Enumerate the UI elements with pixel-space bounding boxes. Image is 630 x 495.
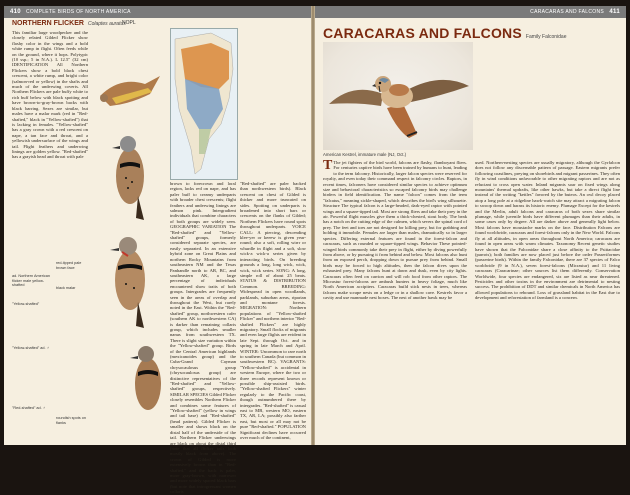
species-heading [12,20,126,27]
species-text-col1: This familiar large woodpecker and the closely related Gilded Flicker show flashy color in the wings and a bold white rump in flight. Often feeds while on the ground, where it hops. Polytypic (10 ssp.; 5 in N.A.). L 12.5" (32 cm) IDENTIFICATION All Northern Flickers show a bold black chest crescent, a white rump, and bright color (salmon-red or yellow) in the shafts and much of the underwing coverts. All Northern Flickers are pale buffy white to rich buff below with black spotting and have brown-to-gray-brown backs with black barring. Sexes are similar, but males have a malar mark (red in "Red-shafted," black in "Yellow-shafted") that is lacking in females. "Yellow-shafted" has a gray crown with a red crescent on nape, a tan face and throat, and a yellowish undersurface of the wings and tail. Flight feathers and underwing linings are golden yellow. "Red-shafted" has a grayish head and throat with pale [12,30,88,160]
kestrel-left-wing [329,90,383,106]
family-heading [323,25,566,41]
family-title: CARACARAS AND FALCONS [323,25,522,41]
callout-5: "Yellow-shafted" ad. ♂ [12,346,50,350]
photo-caption: American Kestrel, immature male (NJ, Oct.) [323,152,407,157]
perched-flicker-yellow-shafted [112,136,144,220]
callout-1: ad. Northern American flicker male yellow-shafted [12,274,50,287]
family-text-col1 [323,160,467,442]
left-page [4,6,311,495]
drop-cap: T [323,158,333,173]
callout-2: "Yellow-shafted" [12,302,40,306]
species-scientific-name: Colaptes auratus [87,21,126,27]
family-scientific-name: Family Falconidae [525,34,567,40]
kestrel-right-wing [407,80,469,102]
right-page-number: 411 [609,9,620,15]
kestrel-photo [323,42,473,150]
range-map [170,28,238,180]
left-running-title: COMPLETE BIRDS OF NORTH AMERICA [26,9,131,15]
flying-flicker-illustration [100,76,160,106]
flicker-illustrations [90,66,170,436]
callout-6: "Red-shafted" ad. ♂ [12,406,46,410]
callout-7: roundish spots on flanks [56,416,86,425]
plate-label: NOPL [122,20,136,26]
perched-flicker-gilded [130,346,161,410]
kestrel-image [323,42,473,150]
family-text-col1-body: The jet fighters of the bird world, falcons are flashy, flamboyant fliers. For centuries captive birds have been trained by humans to hunt, leading to the term falconry. Historically, larger falcon species were reserved for royalty, and even today their command respect in falconry circles. Raptors, in recent times, falconers have considered similar species to achieve optimum size and behavioral characteristics so escaped falconry birds may challenge birders in field identification. The name "falcon" comes from the term "falcatus," meaning sickle-shaped, which describes the bird's wing silhouette. Structure The typical falcon is a large-headed, dark-eyed raptor with pointed wings and a square-tipped tail. Most are strong fliers and take their prey in the air. Powerful flight muscles give them a thick-chested, stout body. The beak has a notch on the cutting edge of the culmen, which severs the spinal cord of prey. The feet and toes are not designed for killing prey, but for grabbing and holding it immobile. Females are larger than males, dramatically so in larger species. Differing external features are found in the forest-falcon and caracaras, such as rounded or square-tipped wings. Behavior These pointed-winged birds commonly take their prey in flight, either by diving powerfully from above, or by pursuing it from behind and below. Most falcons also hunt from an exposed perch, dropping down to pursue prey from behind. Small birds may be forced to high altitudes, then the falcon dives upon the exhausted prey. Many falcons hunt at dawn and dusk, even by city lights. Caracaras often feed on carrion and will rob food from other raptors. The Micrastur forest-falcons are ambush hunters in heavy foliage, much like North American accipiters. Caracaras build stick nests in trees, whereas falcons make scrape nests on a ledge or in a shallow cave. Kestrels favor a cavity and use manmade nest boxes. The nest of another hawk may be [323,160,467,301]
species-text-col2: brown to forecrown and loral region, lacks red on nape, and has paler buff to creamy underparts with broader chest crescents; flight feathers and underwing linings are salmon pink. Intergradient individuals that combine characters of both groups are widely seen. GEOGRAPHIC VARIATION The "Red-shafted" and "Yellow-shafted" groups, formerly considered separate species, are easily separated. In an extensive hybrid zone on Great Plains and northern Rocky Mountains from southeastern NM and the Texas Panhandle north to AB, BC, and southeastern AK, a large percentage of individuals encountered show traits of both groups. Intergrades are frequently seen in the areas of overlap and throughout the West, but rarely noted in the East. Within the "Red-shafted" group, northwestern cafer (southern AK to northwestern CA) is darker than remaining collaris group, which includes smaller nanus from southwestern TX. There is slight size variation within the "Yellow-shafted" group. Birds of the Central American highlands (mexicanoides group) and the Cuba-Grand Cayman chrysocaulosus group (chrysocaulosus group) are distinctive representatives of the "Red-shafted" and "Yellow-shafted" groups, respectively. SIMILAR SPECIES Gilded Flicker closely resembles Northern Flicker and combines some features of "Yellow-shafted" (yellow in wings and tail base) and "Red-shafted" (head pattern). Gilded Flicker is smaller and shows black on the distal half of the underside of the tail. Northern Flicker underwings are black on about the distal third (note that all flicker tails look mostly black from above). The crown of Gilded is more extensively brown than in "Red-shafted," and the back is paler, more gray-brown, with narrower and more widely spaced black bars (but note that introgressant women collaris [170,181,236,495]
family-text-col2: used. Northern-nesting species are usually migratory, although the Gyrfalcon does not follow any discernable pattern of passage. Eastern migrants prefer following coastlines, preying on shorebirds and migrant passerines. They often fly in wind conditions unfavorable to other migrating raptors and are not as reluctant to cross open water. Inland migrants soar on fixed wings along mountains' thermal updrafts, like other hawks, but take a direct flight line instead of the writing "kettles" favored by the buteos. An owl decoy placed atop a long pole at a ridgeline hawk-watch site may attract a migrating falcon to swoop down and harass its historic enemy. Plumage Except for the kestrels and the Merlin, adult falcons and caracaras of both sexes share similar plumage, while juvenile birds have different plumages than their adults, in some cases only by degree. All are darker above and generally light below. Most falcons have moustache marks on the face. Distribution Falcons are found worldwide, caracaras and forest-falcons only in the New World. Falcons fly at all altitudes, in open areas throughout North America; caracaras are found in open areas with warm climates. Taxonomy Recent genetic studies have shown that the Falconidae share a close affinity to the Psittacidae (parrots); both families are now placed just before the order Passeriformes (passerine birds). Within the family Falconidae, there are 37 species of Falco worldwide (9 in N.A.), seven forest-falcons (Micrastur) and 11 living caracaras (Caracarinae; other sources list them differently. Conservation Worldwide, four species are endangered, six are listed as near threatened. Pesticides and other toxins in the environment are detrimental to nesting success. The prohibition of DDT and similar chemicals in North America has allowed populations to rebound. Loss of grassland habitat in the East due to development and reforestation of farmland is a concern. [475,160,620,301]
callout-3: red-tipped pale brown face [56,261,82,270]
species-text-col3: "Red-shafted" are paler backed than northwestern birds). Black crescent on chest of Gilded is thicker and more truncated on sides. Spotting on underparts is broadened into short bars or crescents on the flanks of Gilded; Northern Flickers have round spots throughout underparts. VOICE CALL: A piercing, descending klee-yer or keeew is given year-round; also a soft, rolling wirrr or whurdle in flight and a soft, slow wick-a wick-a series given by interacting birds. On breeding grounds a long, long wick, wick, wick, wick series. SONG: A long, simple roll of about 25 beats. STATUS & DISTRIBUTION Common. BREEDING: Widespread in open woodlands, parklands, suburban areas, riparian and montane forests. MIGRATION: Northern populations of "Yellow-shafted Flicker" and northern interior "Red-shafted Flickers" are highly migratory. Small flocks of migrants and even large flights are evident in late Sept. through Oct. and in spring in late March and April. WINTER: Uncommon to rare north to southern Canada (but common in southwestern BC). VAGRANTS: "Yellow-shafted" is accidental in western Europe, where the two or three records represent known or possible ship-assisted birds. "Yellow-shafted Flickers" winter regularly to the Pacific coast, though outnumbered there by intergrades. "Red-shafted" is casual east to MB, western MO, eastern TX, AR, LA; possibly also farther east, but most or all may not be pure "Red-shafted." POPULATION Significant declines have occurred over much of the continent, [240,181,307,441]
right-page [315,6,626,445]
callout-4: black malar [56,286,76,290]
range-map-svg [171,29,237,179]
species-name: NORTHERN FLICKER [12,20,84,27]
left-running-header [4,6,311,18]
winter-range [199,129,211,154]
left-page-number: 410 [10,9,21,15]
right-running-title: CARACARAS AND FALCONS [530,9,604,15]
right-running-header [315,6,626,18]
species-text-col2-continued [170,336,236,441]
perched-flicker-red-shafted [110,237,145,328]
